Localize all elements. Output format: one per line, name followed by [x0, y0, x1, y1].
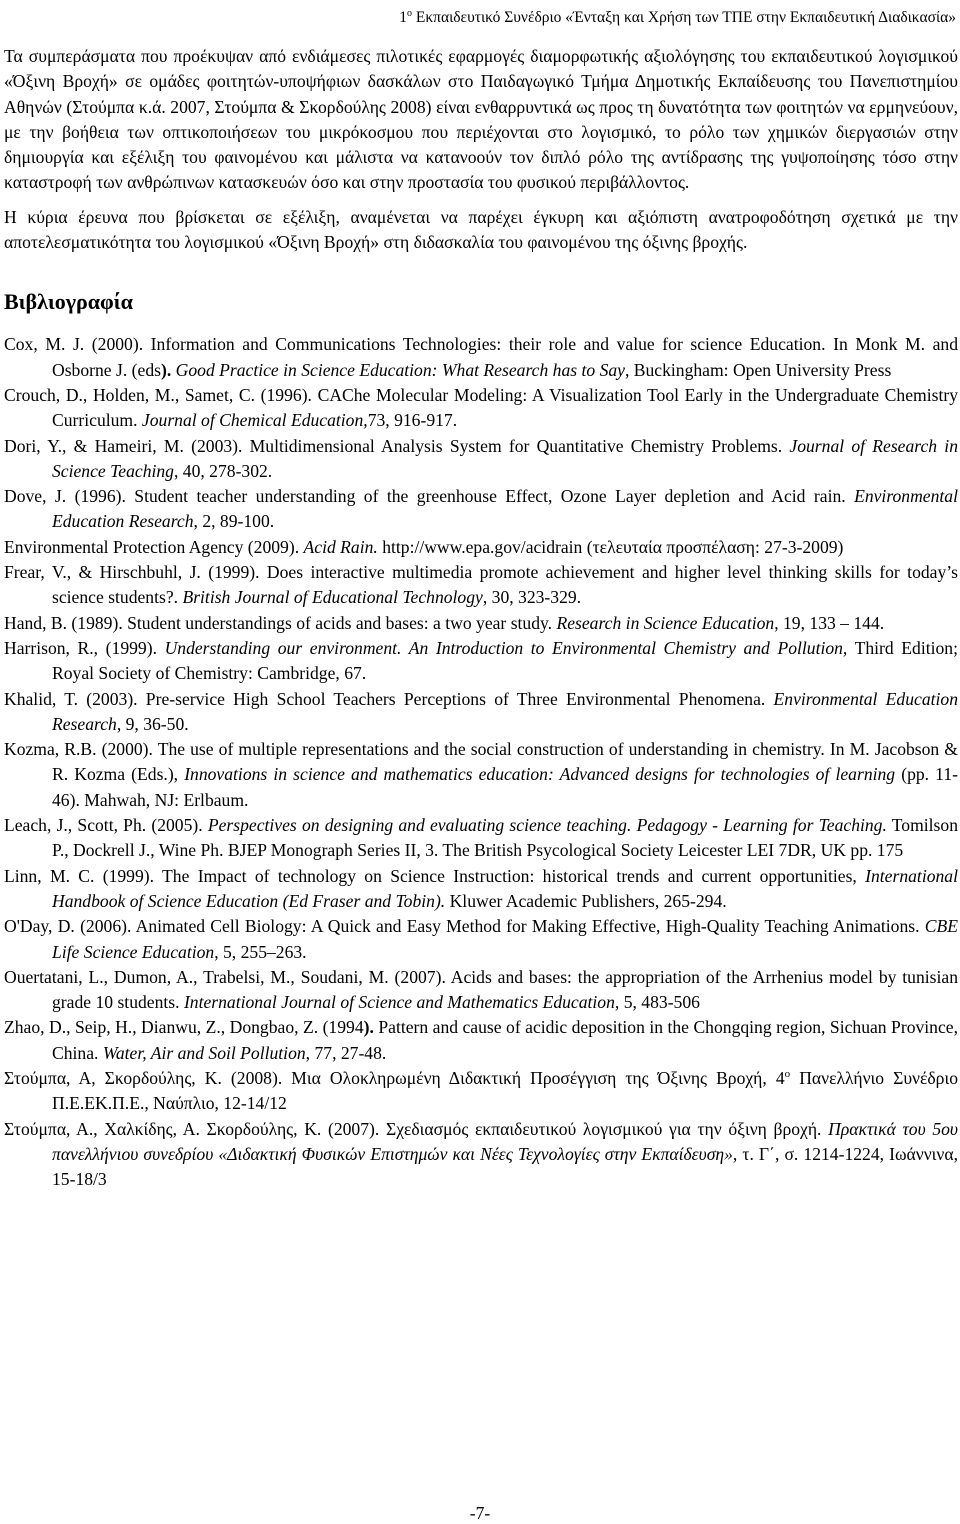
reference-source-italic: Journal of Chemical Education, [141, 410, 368, 431]
reference-text: , 9, 36-50. [116, 713, 189, 734]
reference-text: Frear, V., & Hirschbuhl, J. (1999). Does interactive multimedia promote achievement and higher level thinking skills for today’s science students?. [4, 562, 958, 608]
reference-text: Pattern and cause of acidic deposition in the Chongqing region, Sichuan Province, China. [52, 1017, 958, 1063]
reference-text: , Buckingham: Open University Press [624, 359, 892, 380]
future-research-paragraph: Η κύρια έρευνα που βρίσκεται σε εξέλιξη, αναμένεται να παρέχει έγκυρη και αξιόπιστη ανατροφοδότηση σχετικά με την αποτελεσματικότητα του λογισμικού «Όξινη Βροχή» στη διδασκαλία του φαινομένου της όξινης βροχής. [4, 206, 958, 253]
reference-text: , 5, 483-506 [614, 992, 700, 1013]
reference-text: ). [160, 359, 172, 380]
reference-text: Third Edition; Royal Society of Chemistry: Cambridge, 67. [52, 637, 958, 684]
reference-text: O'Day, D. (2006). Animated Cell Biology: A Quick and Easy Method for Making Effective, High-Quality Teaching Animations. [4, 916, 925, 937]
reference-text: Cox, M. J. (2000). Information and Communications Technologies: their role and value for science Education. In Monk M. and Osborne J. (eds [4, 334, 958, 380]
reference-text: Dove, J. (1996). Student teacher understanding of the greenhouse Effect, Ozone Layer depletion and Acid rain. [4, 486, 855, 507]
reference-superscript: ο [784, 1068, 791, 1081]
reference-source-italic: International Handbook of Science Education (Ed Fraser and Tobin). [52, 865, 958, 911]
reference-entry [4, 914, 958, 965]
reference-entry [4, 535, 958, 560]
reference-text: Khalid, T. (2003). Pre-service High School Teachers Perceptions of Three Environmental Phenomena. [4, 688, 774, 709]
reference-text: 73, 916-917. [367, 410, 458, 431]
bibliography-heading: Βιβλιογραφία [4, 289, 133, 315]
reference-entry [4, 484, 958, 535]
reference-text: Στούμπα, Α., Χαλκίδης, Α. Σκορδούλης, Κ. (2007). Σχεδιασμός εκπαιδευτικού λογισμικού για την όξινη βροχή. [4, 1118, 829, 1139]
reference-entry [4, 636, 958, 687]
reference-text: http://www.epa.gov/acidrain (τελευταία προσπέλαση: 27-3-2009) [377, 536, 844, 557]
reference-source-italic: Journal of Research in Science Teaching [52, 435, 958, 481]
reference-text: , 40, 278-302. [173, 460, 273, 481]
reference-source-italic: Acid Rain. [303, 536, 378, 557]
reference-text: , 5, 255–263. [214, 941, 307, 962]
reference-text: Crouch, D., Holden, M., Samet, C. (1996). CAChe Molecular Modeling: A Visualization Tool Early in the Undergraduate Chemistry Curriculum. [4, 384, 958, 431]
page-number: -7- [469, 1503, 491, 1523]
reference-text: Environmental Protection Agency (2009). [4, 536, 304, 557]
reference-source-italic: Innovations in science and mathematics education: Advanced designs for technologies of learning [184, 764, 896, 785]
reference-entry [4, 687, 958, 738]
reference-source-italic: Understanding our environment. An Introduction to Environmental Chemistry and Pollution, [164, 637, 848, 658]
reference-source-italic: CBE Life Science Education [52, 916, 958, 962]
running-header [399, 4, 956, 28]
reference-text: Στούμπα, Α, Σκορδούλης, Κ. (2008). Μια Ολοκληρωμένη Διδακτική Προσέγγιση της Όξινης Βροχή, 4 [4, 1067, 785, 1088]
reference-text: Hand, B. (1989). Student understandings of acids and bases: a two year study. [4, 612, 557, 633]
reference-entry [4, 332, 958, 383]
reference-source-italic: Research in Science Education [556, 612, 775, 633]
reference-text: , 2, 89-100. [193, 511, 275, 532]
reference-source-italic: Environmental Education Research [52, 486, 958, 532]
reference-text: ). [363, 1017, 374, 1038]
reference-source-italic: International Journal of Science and Mathematics Education [183, 992, 615, 1013]
reference-text: Harrison, R., (1999). [4, 637, 165, 658]
reference-text: Πανελλήνιο Συνέδριο Π.Ε.ΕΚ.Π.Ε., Ναύπλιο, 12-14/12 [52, 1067, 958, 1114]
conclusion-paragraph: Τα συμπεράσματα που προέκυψαν από ενδιάμεσες πιλοτικές εφαρμογές διαμορφωτικής αξιολόγησης του εκπαιδευτικού λογισμικού «Όξινη Βροχή» σε ομάδες φοιτητών-υποψήφιων δασκάλων στο Παιδαγωγικό Τμήμα Δημοτικής Εκπαίδευσης του Πανεπιστημίου Αθηνών (Στούμπα κ.ά. 2007, Στούμπα & Σκορδούλης 2008) είναι ενθαρρυντικά ως προς τη δυνατότητα των φοιτητών να ερμηνεύουν, με την βοήθεια των οπτικοποιήσεων του μικρόκοσμου που περιέχονται στο λογισμικό, το ρόλο των χημικών διεργασιών στην δημιουργία και εξέλιξη του φαινομένου και μάλιστα να κατανοούν τον διπλό ρόλο της αντίδρασης της γυψοποίησης τόσο στην καταστροφή των ανθρώπινων κατασκευών όσο και στην προστασία του φυσικού περιβάλλοντος. [4, 46, 958, 193]
reference-text: Dori, Y., & Hameiri, M. (2003). Multidimensional Analysis System for Quantitative Chemistry Problems. [4, 435, 790, 456]
reference-entry [4, 434, 958, 485]
reference-text: , 19, 133 – 144. [774, 612, 885, 633]
reference-entry [4, 560, 958, 611]
reference-text: (pp. 11-46). Mahwah, NJ: Erlbaum. [52, 764, 958, 810]
header-edition-number: 1 [399, 9, 407, 27]
page-content [4, 44, 958, 1192]
reference-source-italic: Environmental Education Research [52, 688, 958, 734]
reference-entry [4, 383, 958, 434]
reference-text: Zhao, D., Seip, H., Dianwu, Z., Dongbao, Z. (1994 [4, 1017, 364, 1038]
reference-text: Tomilson P., Dockrell J., Wine Ph. BJEP Monograph Series II, 3. The British Psycological Society Leicester LEI 7DR, UK pp. 175 [52, 815, 958, 861]
reference-entry [4, 1117, 958, 1193]
reference-entry [4, 864, 958, 915]
reference-text: Linn, M. C. (1999). The Impact of technology on Science Instruction: historical trends and current opportunities, [4, 865, 866, 886]
reference-text: , 30, 323-329. [482, 587, 582, 608]
reference-source-italic: Perspectives on designing and evaluating science teaching. Pedagogy - Learning for Teaching. [207, 815, 887, 836]
header-ordinal: ο [406, 8, 412, 19]
reference-text: , τ. Γ΄, σ. 1214-1224, Ιωάννινα, 15-18/3 [52, 1143, 958, 1190]
reference-list [4, 332, 958, 1192]
reference-text: Kozma, R.B. (2000). The use of multiple representations and the social construction of understanding in chemistry. In M. Jacobson & R. Kozma (Eds.), [4, 739, 958, 785]
reference-source-italic: Water, Air and Soil Pollution [102, 1042, 306, 1063]
reference-source-italic: Πρακτικά του 5ου πανελλήνιου συνεδρίου «Διδακτική Φυσικών Επιστημών και Νέες Τεχνολογίες στην Εκπαίδευση» [52, 1118, 958, 1164]
reference-entry [4, 1015, 958, 1066]
reference-text: Leach, J., Scott, Ph. (2005). [4, 815, 208, 836]
reference-entry [4, 1066, 958, 1117]
reference-text: Ouertatani, L., Dumon, A., Trabelsi, M., Soudani, M. (2007). Acids and bases: the appropriation of the Arrhenius model by tunisian grade 10 students. [4, 966, 958, 1013]
reference-entry [4, 965, 958, 1016]
reference-entry [4, 737, 958, 813]
reference-text: Kluwer Academic Publishers, 265-294. [445, 890, 727, 911]
reference-entry [4, 611, 958, 636]
reference-source-italic: Good Practice in Science Education: What Research has to Say [175, 359, 625, 380]
reference-text: , 77, 27-48. [305, 1042, 387, 1063]
reference-entry [4, 813, 958, 864]
reference-source-italic: British Journal of Educational Technology [182, 587, 483, 608]
header-conference-title: Εκπαιδευτικό Συνέδριο «Ένταξη και Χρήση των ΤΠΕ στην Εκπαιδευτική Διαδικασία» [411, 9, 956, 27]
